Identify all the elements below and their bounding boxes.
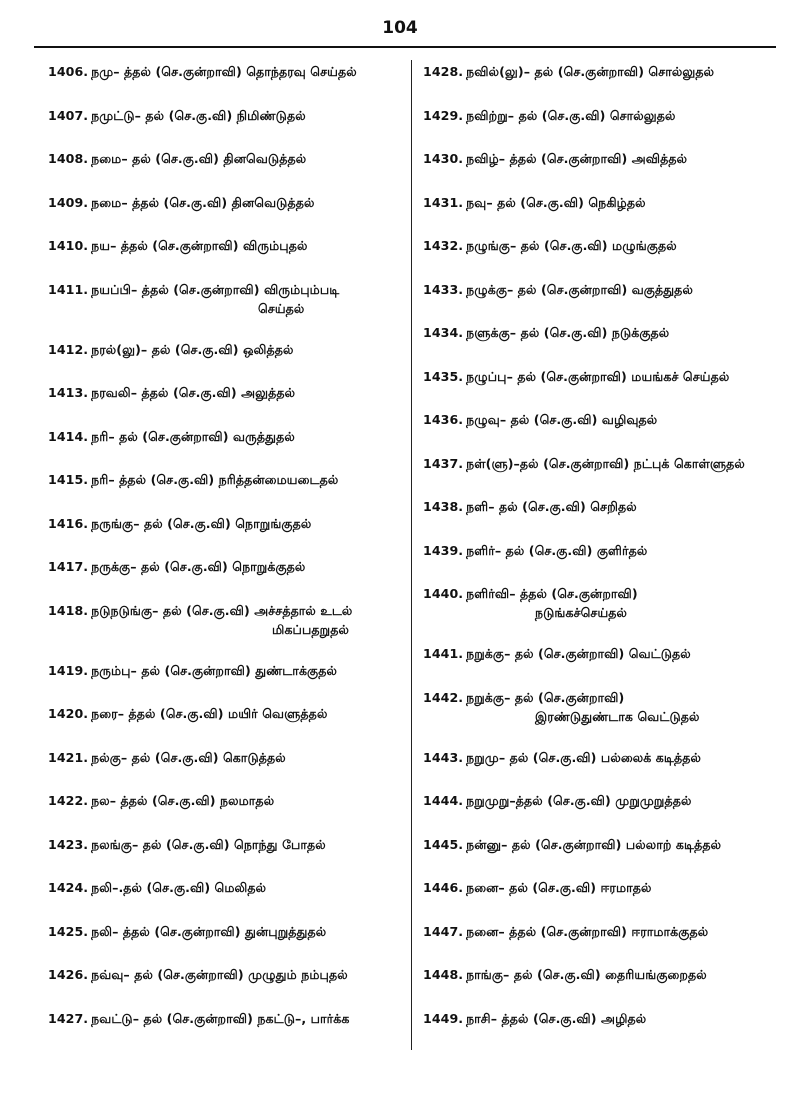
entry-1445: 1445. நன்னு– தல் (செ.குன்றாவி) பல்லாற் கடித்தல் (423, 836, 722, 852)
entry-1415: 1415. நரி– த்தல் (செ.கு.வி) நரித்தன்மையடைதல் (48, 472, 339, 487)
entry-1436: 1436. நழுவு– தல் (செ.கு.வி) வழிவுதல் (423, 412, 658, 427)
entry-1411: 1411. நயப்பி– த்தல் (செ.குன்றாவி) விரும்பும்படி செய்தல் (48, 281, 340, 316)
entry-1446: 1446. நனை– தல் (செ.கு.வி) ஈரமாதல் (423, 880, 652, 895)
top-rule (34, 46, 776, 48)
entry-1410: 1410. நய– த்தல் (செ.குன்றாவி) விரும்புதல் (48, 238, 308, 253)
entry-1407: 1407. நமுட்டு– தல் (செ.கு.வி) நிமிண்டுதல் (48, 107, 306, 123)
entry-1441: 1441. நறுக்கு– தல் (செ.குன்றாவி) வெட்டுதல் (423, 646, 691, 661)
entry-1448: 1448. நாங்கு– தல் (செ.கு.வி) தைரியங்குறைதல் (423, 967, 707, 982)
entry-1417: 1417. நருக்கு– தல் (செ.கு.வி) நொறுக்குதல் (48, 559, 306, 574)
entry-1439: 1439. நளிர்– தல் (செ.கு.வி) குளிர்தல் (423, 542, 648, 558)
entry-1419: 1419. நரும்பு– தல் (செ.குன்றாவி) துண்டாக்குதல் (48, 662, 337, 678)
left-column (48, 62, 403, 1052)
entry-1423: 1423. நலங்கு– தல் (செ.கு.வி) நொந்து போதல் (48, 836, 326, 852)
entry-1431: 1431. நவு– தல் (செ.கு.வி) நெகிழ்தல் (423, 194, 646, 210)
entry-1422: 1422. நல– த்தல் (செ.கு.வி) நலமாதல் (48, 793, 275, 808)
column-divider (411, 60, 412, 1050)
entry-1433: 1433. நழுக்கு– தல் (செ.குன்றாவி) வகுத்துதல் (423, 281, 693, 297)
entry-1408: 1408. நமை– தல் (செ.கு.வி) தினவெடுத்தல் (48, 151, 307, 166)
entry-1406: 1406. நமு– த்தல் (செ.குன்றாவி) தொந்தரவு செய்தல் (48, 64, 357, 79)
entry-1442: 1442. நறுக்கு– தல் (செ.குன்றாவி) இரண்டுதுண்டாக வெட்டுதல் (423, 689, 700, 724)
entry-1432: 1432. நழுங்கு– தல் (செ.கு.வி) மழுங்குதல் (423, 238, 677, 253)
entry-1437: 1437. நள்(ளு)–தல் (செ.குன்றாவி) நட்புக் கொள்ளுதல் (423, 455, 745, 471)
entry-1447: 1447. நனை– த்தல் (செ.குன்றாவி) ஈராமாக்குதல் (423, 923, 709, 939)
entry-1435: 1435. நழுப்பு– தல் (செ.குன்றாவி) மயங்கச் செய்தல் (423, 368, 730, 384)
entry-1414: 1414. நரி– தல் (செ.குன்றாவி) வருத்துதல் (48, 428, 295, 444)
right-column (423, 62, 778, 1052)
entry-1424: 1424. நலி–.தல் (செ.கு.வி) மெலிதல் (48, 880, 267, 895)
entry-1427: 1427. நவட்டு– தல் (செ.குன்றாவி) நகட்டு–, பார்க்க (48, 1010, 350, 1026)
entry-1443: 1443. நறுமு– தல் (செ.கு.வி) பல்லைக் கடித்தல் (423, 749, 701, 765)
entry-1444: 1444. நறுமுறு–த்தல் (செ.கு.வி) முறுமுறுத்தல் (423, 793, 692, 808)
entry-1418: 1418. நடுநடுங்கு– தல் (செ.கு.வி) அச்சத்தால் உடல் மிகப்பதறுதல் (48, 602, 353, 637)
entry-1416: 1416. நருங்கு– தல் (செ.கு.வி) நொறுங்குதல் (48, 515, 312, 531)
entry-1449: 1449. நாசி– த்தல் (செ.கு.வி) அழிதல் (423, 1010, 647, 1026)
entry-1440: 1440. நளிர்வி– த்தல் (செ.குன்றாவி) நடுங்கச்செய்தல் (423, 586, 638, 620)
entry-1413: 1413. நரவலி– த்தல் (செ.கு.வி) அலுத்தல் (48, 385, 296, 400)
entry-1430: 1430. நவிழ்– த்தல் (செ.குன்றாவி) அவித்தல் (423, 151, 688, 166)
entry-1428: 1428. நவில்(லு)– தல் (செ.குன்றாவி) சொல்லுதல் (423, 64, 715, 79)
entry-1412: 1412. நரல்(லு)– தல் (செ.கு.வி) ஒலித்தல் (48, 341, 294, 357)
entry-1429: 1429. நவிற்று– தல் (செ.கு.வி) சொல்லுதல் (423, 107, 676, 123)
entry-1425: 1425. நலி– த்தல் (செ.குன்றாவி) துன்புறுத்துதல் (48, 923, 327, 939)
entry-1409: 1409. நமை– த்தல் (செ.கு.வி) தினவெடுத்தல் (48, 194, 315, 210)
entry-1434: 1434. நளுக்கு– தல் (செ.கு.வி) நடுக்குதல் (423, 325, 670, 340)
entry-1438: 1438. நளி– தல் (செ.கு.வி) செறிதல் (423, 499, 637, 514)
entry-1421: 1421. நல்கு– தல் (செ.கு.வி) கொடுத்தல் (48, 749, 286, 765)
entry-1426: 1426. நவ்வு– தல் (செ.குன்றாவி) முழுதும் நம்புதல் (48, 967, 348, 982)
page-number: 104 (382, 18, 418, 38)
entry-1420: 1420. நரை– த்தல் (செ.கு.வி) மயிர் வெளுத்தல் (48, 706, 328, 721)
